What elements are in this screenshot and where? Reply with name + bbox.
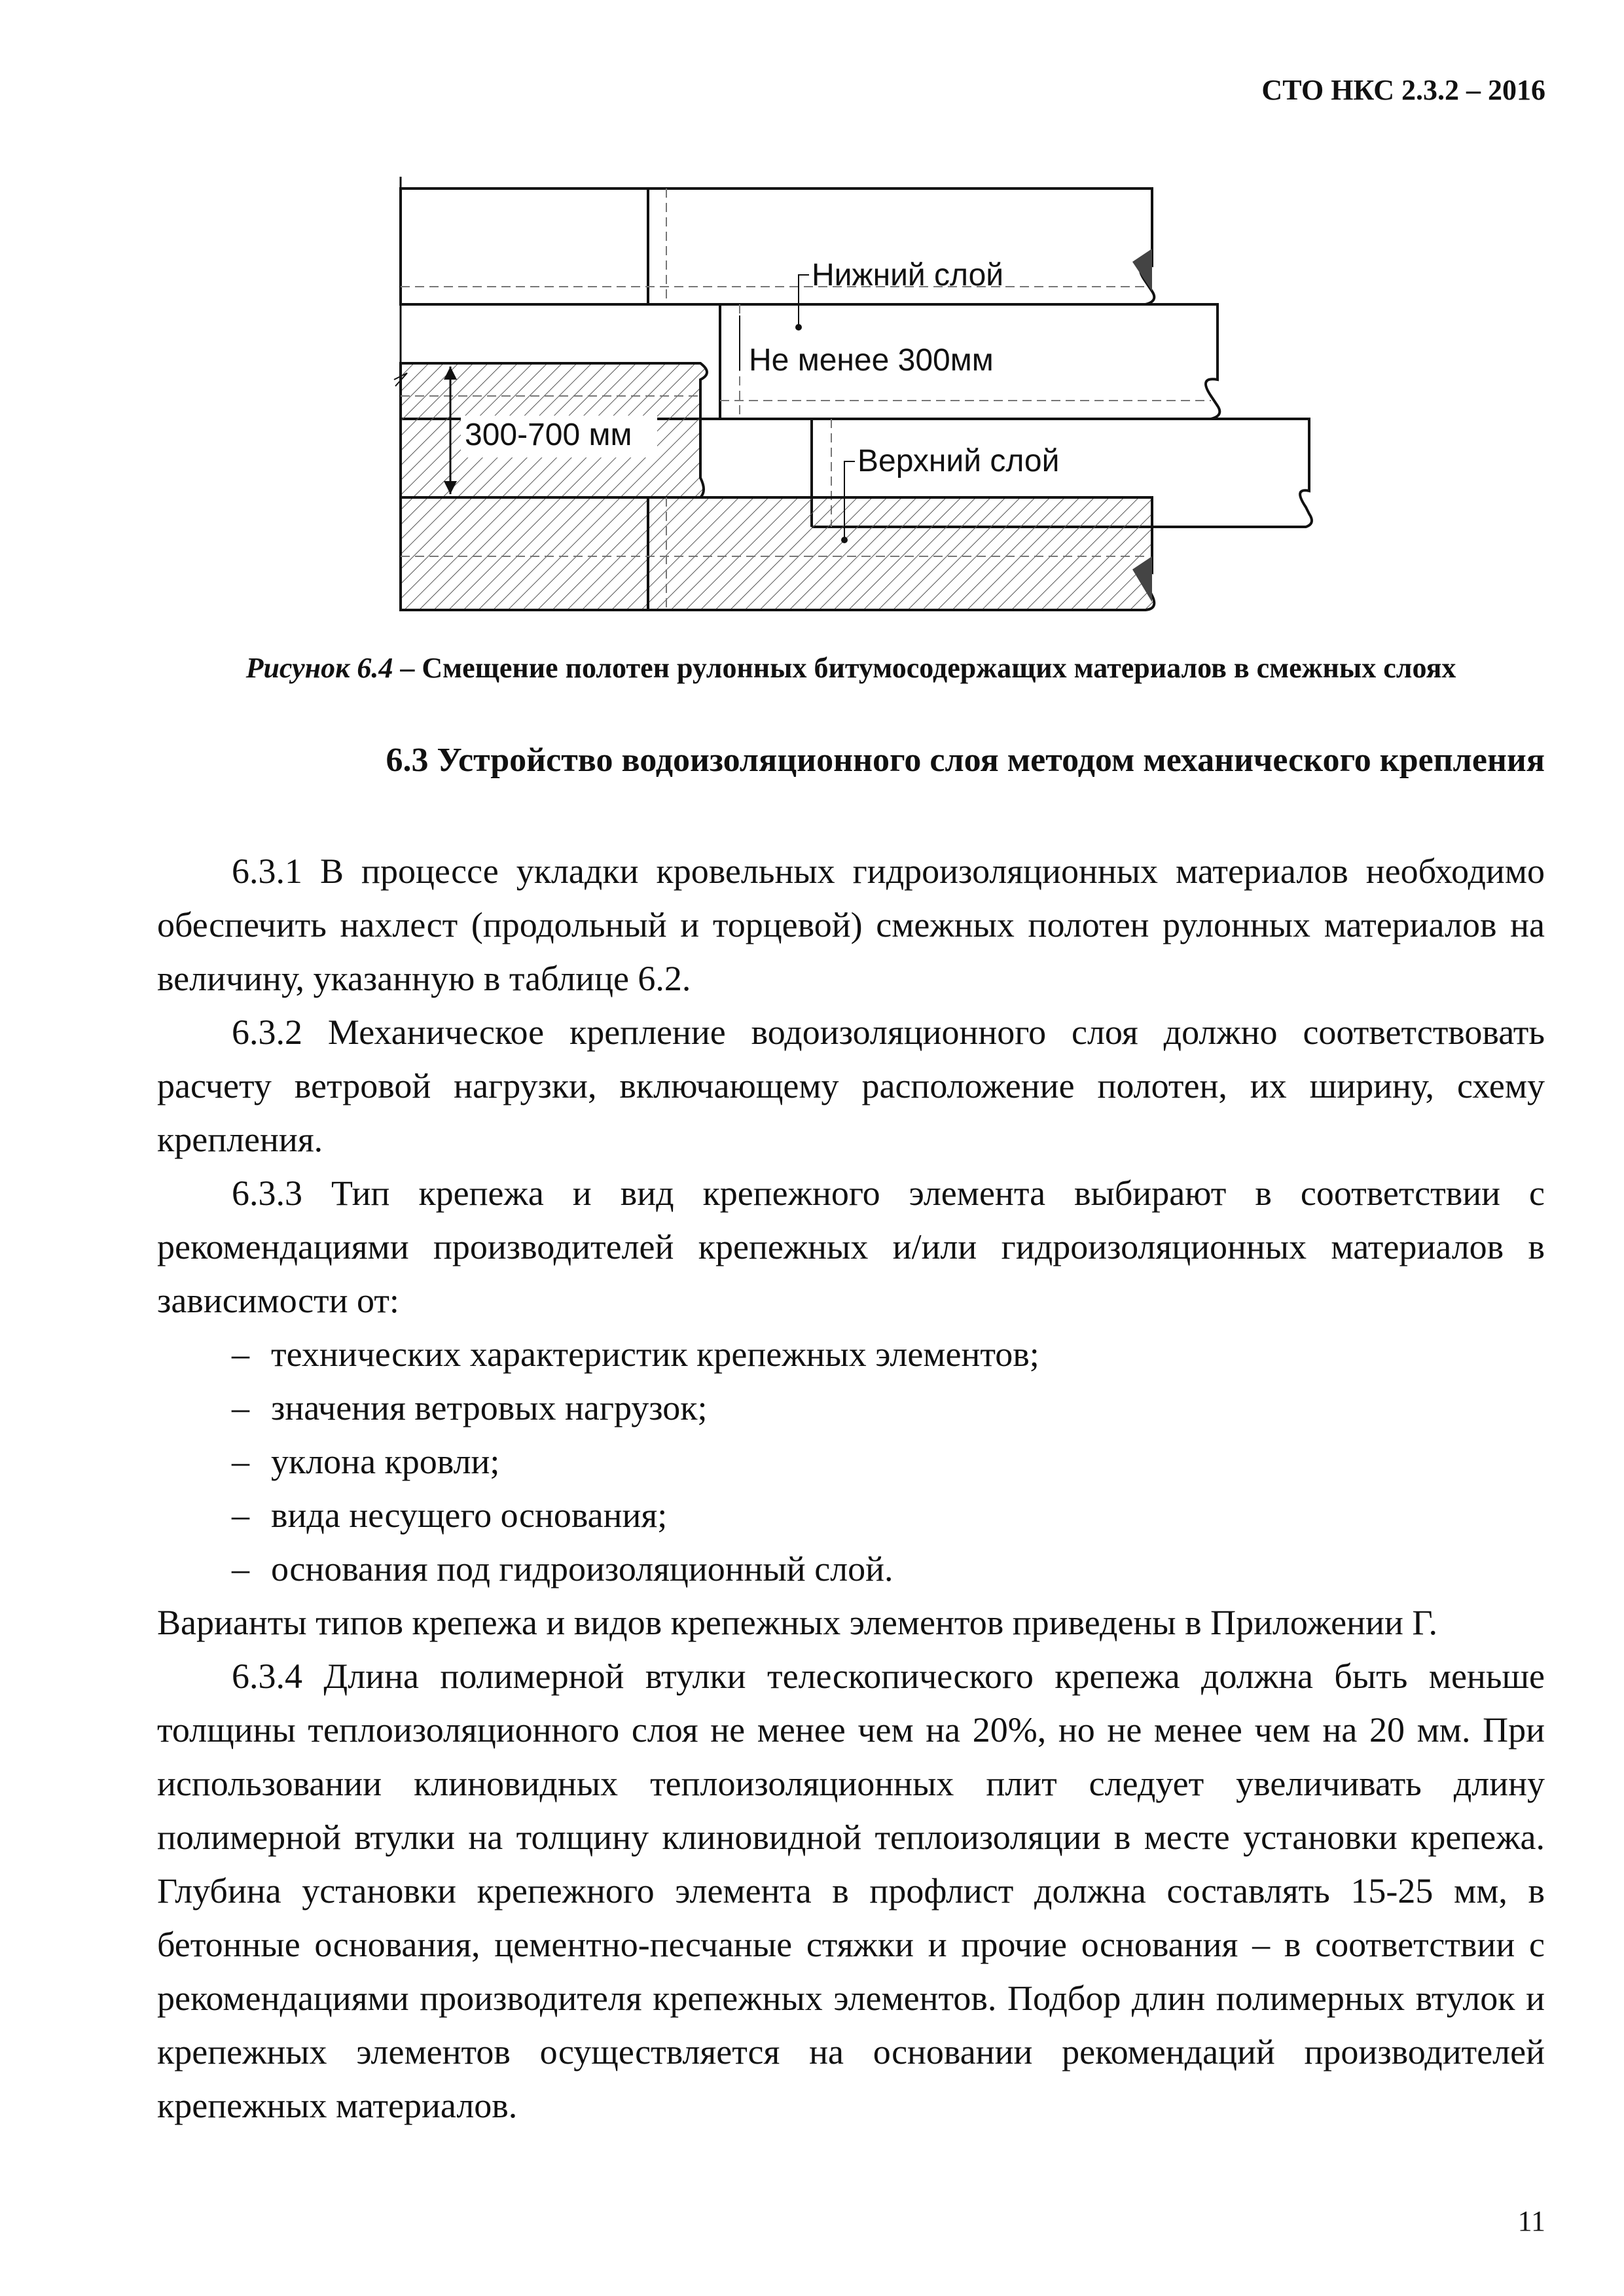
- section-heading: 6.3 Устройство водоизоляционного слоя методом механического крепления: [386, 742, 1545, 779]
- list-dash: –: [232, 1335, 249, 1374]
- page-number: 11: [1517, 2205, 1545, 2237]
- list-item: – значения ветровых нагрузок;: [157, 1381, 1545, 1435]
- criteria-list: [157, 1327, 1545, 1596]
- list-dash: –: [232, 1549, 249, 1588]
- paragraph-6-3-1: 6.3.1 В процессе укладки кровельных гидроизоляционных материалов необходимо обеспечить нахлест (продольный и торцевой) смежных полотен рулонных материалов на величину, указанную в таблице 6.2.: [157, 852, 1545, 998]
- list-dash: –: [232, 1388, 249, 1427]
- figure-number: Рисунок 6.4: [245, 652, 393, 684]
- document-code: СТО НКС 2.3.2 – 2016: [1261, 74, 1545, 106]
- list-dash: –: [232, 1496, 249, 1535]
- label-upper-layer: Верхний слой: [857, 444, 1060, 478]
- list-item: – основания под гидроизоляционный слой.: [157, 1542, 1545, 1596]
- body-text: [157, 844, 1545, 2132]
- paragraph-6-3-3: 6.3.3 Тип крепежа и вид крепежного элемента выбирают в соответствии с рекомендациями производителей крепежных и/или гидроизоляционных материалов в зависимости от:: [157, 1174, 1545, 1320]
- paragraph-6-3-4: 6.3.4 Длина полимерной втулки телескопического крепежа должна быть меньше толщины теплоизоляционного слоя не менее чем на 20%, но не менее чем на 20 мм. При использовании клиновидных теплоизоляционных плит следует увеличивать длину полимерной втулки на толщину клиновидной теплоизоляции в месте установки крепежа. Глубина установки крепежного элемента в профлист должна составлять 15-25 мм, в бетонные основания, цементно-песчаные стяжки и прочие основания – в соответствии с рекомендациями производителя крепежных элементов. Подбор длин полимерных втулок и крепежных элементов осуществляется на основании рекомендаций производителей крепежных материалов.: [157, 1657, 1545, 2125]
- top-sheet: [401, 188, 1154, 304]
- list-item: – технических характеристик крепежных элементов;: [157, 1327, 1545, 1381]
- label-lower-layer: Нижний слой: [812, 258, 1004, 293]
- list-dash: –: [232, 1442, 249, 1481]
- label-min-offset: Не менее 300мм: [749, 343, 994, 378]
- layer-offset-diagram: [393, 177, 1335, 635]
- list-item: – вида несущего основания;: [157, 1488, 1545, 1542]
- bottom-hatched-sheet: [401, 497, 1154, 610]
- figure-caption: [157, 651, 1545, 685]
- label-overlap-range: 300-700 мм: [465, 418, 632, 452]
- paragraph-variants: Варианты типов крепежа и видов крепежных элементов приведены в Приложении Г.: [157, 1603, 1437, 1642]
- list-item: – уклона кровли;: [157, 1435, 1545, 1488]
- figure-caption-text: – Смещение полотен рулонных битумосодержащих материалов в смежных слоях: [393, 652, 1456, 684]
- paragraph-6-3-2: 6.3.2 Механическое крепление водоизоляционного слоя должно соответствовать расчету ветровой нагрузки, включающему расположение полотен, их ширину, схему крепления.: [157, 1013, 1545, 1159]
